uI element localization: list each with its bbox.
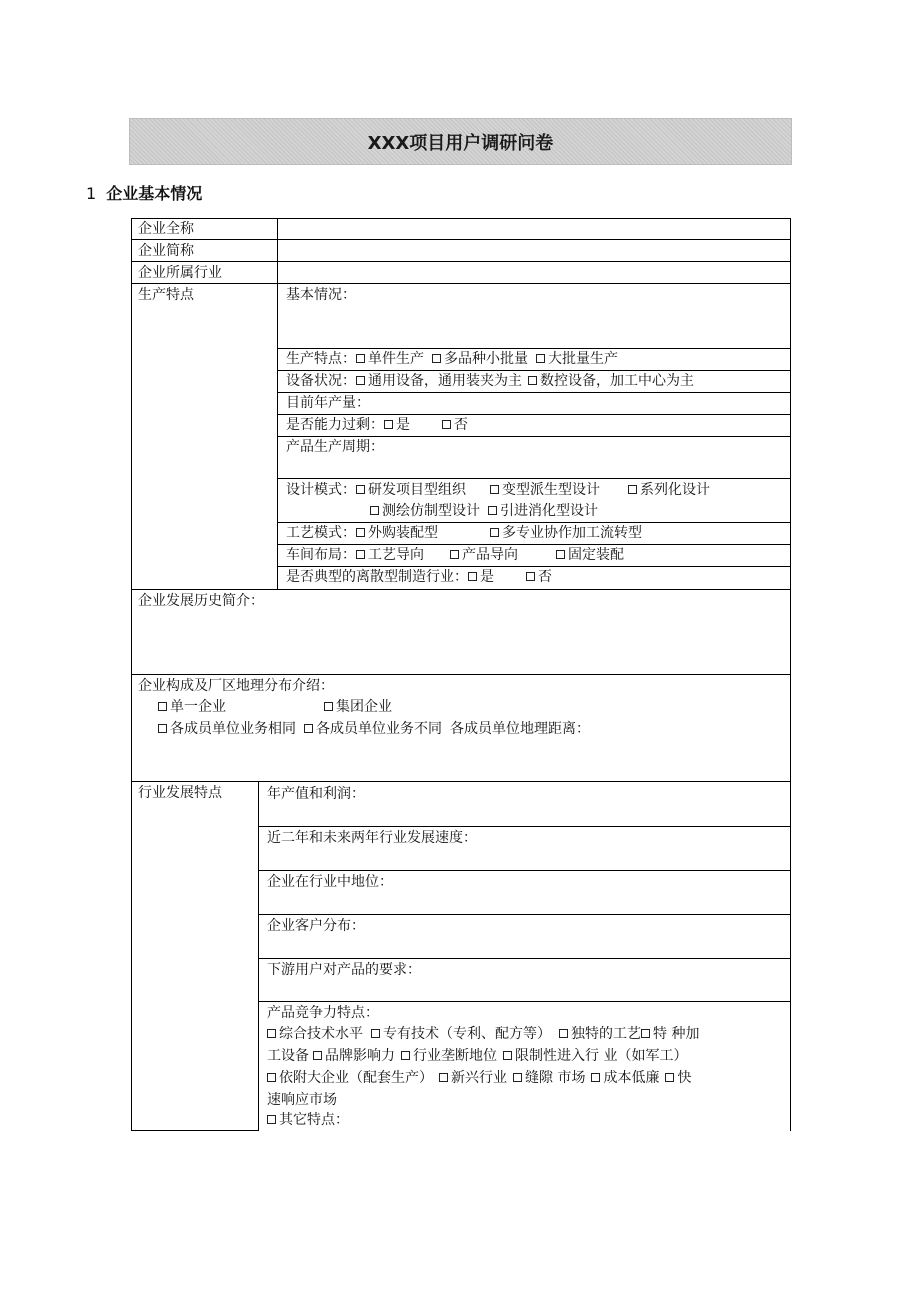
checkbox-icon	[356, 528, 365, 537]
option-emerging-industry[interactable]: 新兴行业	[439, 1070, 507, 1086]
history-label: 企业发展历史简介：	[138, 593, 264, 609]
option-discrete-yes[interactable]: 是	[468, 569, 494, 585]
industry-field[interactable]	[278, 262, 790, 283]
checkbox-icon	[503, 1051, 512, 1060]
option-unique-process[interactable]: 独特的工艺	[559, 1026, 641, 1042]
option-outsourced-assembly[interactable]: 外购装配型	[356, 525, 438, 541]
capacity-label: 是否能力过剩：	[286, 417, 384, 433]
option-capacity-no[interactable]: 否	[442, 417, 468, 433]
option-process-oriented[interactable]: 工艺导向	[356, 547, 424, 563]
option-low-cost[interactable]: 成本低廉	[591, 1070, 659, 1086]
checkbox-icon	[356, 485, 365, 494]
checkbox-icon	[490, 528, 499, 537]
section-heading	[86, 181, 202, 204]
customers-label: 企业客户分布：	[267, 918, 365, 934]
option-group-enterprise[interactable]: 集团企业	[324, 699, 392, 715]
checkbox-icon	[591, 1073, 600, 1082]
composition-row-1	[158, 697, 392, 718]
label-industry: 企业所属行业	[138, 265, 222, 281]
process-label: 工艺模式：	[286, 525, 356, 541]
option-mapping-design[interactable]: 测绘仿制型设计	[370, 503, 480, 519]
checkbox-icon	[450, 550, 459, 559]
checkbox-icon	[401, 1051, 410, 1060]
checkbox-icon	[324, 702, 333, 711]
option-capacity-yes[interactable]: 是	[384, 417, 410, 433]
checkbox-icon	[513, 1073, 522, 1082]
option-supporting-production[interactable]: 依附大企业（配套生产）	[267, 1070, 433, 1086]
position-label: 企业在行业中地位：	[267, 874, 393, 890]
checkbox-icon	[439, 1073, 448, 1082]
checkbox-icon	[665, 1073, 674, 1082]
checkbox-icon	[641, 1029, 650, 1038]
downstream-label: 下游用户对产品的要求：	[267, 962, 421, 978]
design-label: 设计模式：	[286, 482, 356, 498]
option-mass-production[interactable]: 大批量生产	[536, 351, 618, 367]
checkbox-icon	[158, 724, 167, 733]
competitiveness-label: 产品竞争力特点：	[267, 1005, 379, 1021]
option-discrete-no[interactable]: 否	[526, 569, 552, 585]
equipment-label: 设备状况：	[286, 373, 356, 389]
option-import-design[interactable]: 引进消化型设计	[488, 503, 598, 519]
option-general-equipment[interactable]: 通用设备，通用装夹为主	[356, 373, 522, 389]
production-cycle-label: 产品生产周期：	[286, 439, 384, 455]
composition-label: 企业构成及厂区地理分布介绍：	[138, 678, 334, 694]
option-restricted-entry[interactable]: 限制性进入行 业（如军工）	[503, 1048, 687, 1064]
checkbox-icon	[442, 420, 451, 429]
option-same-business[interactable]: 各成员单位业务相同	[158, 721, 296, 737]
checkbox-icon	[267, 1029, 276, 1038]
label-full-name: 企业全称	[138, 221, 194, 237]
option-single-piece[interactable]: 单件生产	[356, 351, 424, 367]
option-multi-discipline[interactable]: 多专业协作加工流转型	[490, 525, 642, 541]
checkbox-icon	[267, 1073, 276, 1082]
checkbox-icon	[536, 354, 545, 363]
option-brand-influence[interactable]: 品牌影响力	[313, 1048, 395, 1064]
checkbox-icon	[267, 1115, 276, 1124]
checkbox-icon	[313, 1051, 322, 1060]
checkbox-icon	[528, 376, 537, 385]
option-cnc-equipment[interactable]: 数控设备，加工中心为主	[528, 373, 694, 389]
composition-row-2	[158, 719, 590, 740]
checkbox-icon	[384, 420, 393, 429]
full-name-field[interactable]	[278, 219, 790, 239]
annual-output-label: 目前年产量：	[286, 395, 370, 411]
checkbox-icon	[356, 550, 365, 559]
history-field[interactable]	[132, 613, 790, 673]
checkbox-icon	[556, 550, 565, 559]
growth-label: 近二年和未来两年行业发展速度：	[267, 830, 477, 846]
checkbox-icon	[371, 1029, 380, 1038]
option-niche-market[interactable]: 缝隙 市场	[513, 1070, 585, 1086]
competitiveness-row-3	[267, 1068, 691, 1089]
option-monopoly[interactable]: 行业垄断地位	[401, 1048, 497, 1064]
design-mode-row	[286, 480, 710, 501]
option-fast-response[interactable]: 快	[665, 1070, 691, 1086]
competitiveness-row-4: 速响应市场	[267, 1092, 337, 1108]
workshop-layout-row	[286, 545, 624, 566]
layout-label: 车间布局：	[286, 547, 356, 563]
option-tech-level[interactable]: 综合技术水平	[267, 1026, 363, 1042]
section-number: 1	[86, 184, 97, 203]
output-profit-label: 年产值和利润：	[267, 786, 365, 802]
checkbox-icon	[468, 572, 477, 581]
option-variant-design[interactable]: 变型派生型设计	[490, 482, 600, 498]
checkbox-icon	[304, 724, 313, 733]
discrete-label: 是否典型的离散型制造行业：	[286, 569, 468, 585]
option-multi-variety[interactable]: 多品种小批量	[432, 351, 528, 367]
checkbox-icon	[488, 506, 497, 515]
document-title: XXX项目用户调研问卷	[129, 118, 792, 165]
production-features-row	[286, 349, 618, 370]
short-name-field[interactable]	[278, 240, 790, 261]
option-single-enterprise[interactable]: 单一企业	[158, 699, 226, 715]
option-special-processing[interactable]: 特 种加	[641, 1026, 699, 1042]
checkbox-icon	[432, 354, 441, 363]
option-different-business[interactable]: 各成员单位业务不同	[304, 721, 442, 737]
special-processing-continued: 工设备	[267, 1048, 309, 1064]
process-mode-row	[286, 523, 642, 544]
option-serial-design[interactable]: 系列化设计	[628, 482, 710, 498]
industry-label: 行业发展特点	[138, 785, 222, 801]
production-basic-label: 基本情况：	[286, 287, 356, 303]
checkbox-icon	[370, 506, 379, 515]
capacity-row	[286, 415, 468, 436]
competitiveness-row-2	[267, 1046, 687, 1067]
checkbox-icon	[526, 572, 535, 581]
discrete-row	[286, 567, 552, 588]
option-fixed-assembly[interactable]: 固定装配	[556, 547, 624, 563]
option-rd-project[interactable]: 研发项目型组织	[356, 482, 466, 498]
checkbox-icon	[559, 1029, 568, 1038]
checkbox-icon	[628, 485, 637, 494]
features-label: 生产特点：	[286, 351, 356, 367]
option-proprietary-tech[interactable]: 专有技术（专利、配方等）	[371, 1026, 551, 1042]
option-product-oriented[interactable]: 产品导向	[450, 547, 518, 563]
label-production: 生产特点	[138, 287, 194, 303]
checkbox-icon	[356, 376, 365, 385]
distance-label: 各成员单位地理距离：	[450, 721, 590, 737]
section-title: 企业基本情况	[106, 184, 203, 203]
competitiveness-row-1	[267, 1024, 699, 1045]
checkbox-icon	[490, 485, 499, 494]
equipment-row	[286, 371, 694, 392]
label-short-name: 企业简称	[138, 243, 194, 259]
option-other-features[interactable]: 其它特点：	[267, 1110, 349, 1131]
checkbox-icon	[158, 702, 167, 711]
checkbox-icon	[356, 354, 365, 363]
design-mode-row-2	[370, 501, 598, 522]
